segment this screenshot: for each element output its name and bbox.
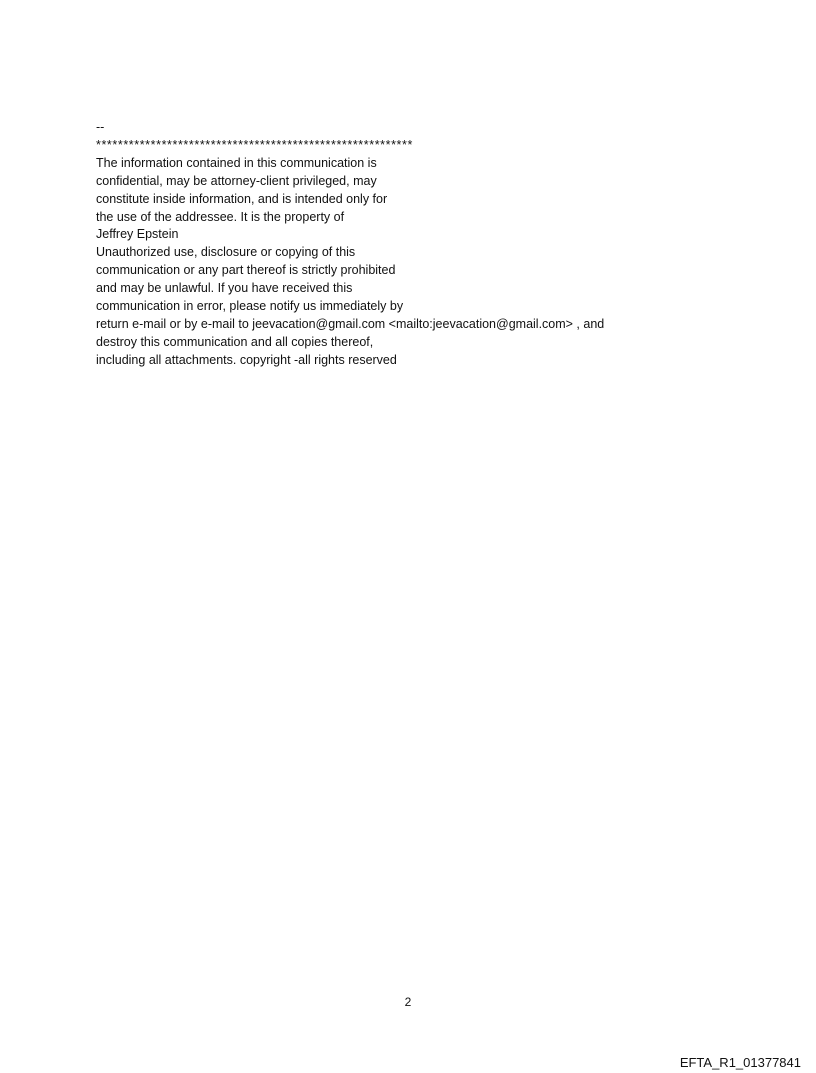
notice-line: The information contained in this communication is: [96, 155, 377, 170]
asterisk-separator: **********************************************************: [96, 137, 413, 152]
notice-line: return e-mail or by e-mail to jeevacation@gmail.com <mailto:jeevacation@gmail.com> , and: [96, 316, 605, 331]
notice-line: Unauthorized use, disclosure or copying of this: [96, 245, 356, 260]
notice-line: including all attachments. copyright -all rights reserved: [96, 352, 397, 367]
notice-line: and may be unlawful. If you have received this: [96, 281, 353, 296]
notice-line: the use of the addressee. It is the property of: [96, 209, 345, 224]
notice-line: destroy this communication and all copies thereof,: [96, 334, 374, 349]
notice-line: confidential, may be attorney-client privileged, may: [96, 173, 377, 188]
page-number: 2: [404, 995, 412, 1009]
notice-line: constitute inside information, and is intended only for: [96, 191, 388, 206]
confidentiality-notice: [96, 119, 736, 370]
signature-dashes: --: [96, 120, 105, 134]
notice-line: communication or any part thereof is strictly prohibited: [96, 263, 396, 278]
notice-line: communication in error, please notify us immediately by: [96, 299, 404, 314]
document-id: EFTA_R1_01377841: [679, 1055, 801, 1070]
notice-line: Jeffrey Epstein: [96, 227, 179, 242]
